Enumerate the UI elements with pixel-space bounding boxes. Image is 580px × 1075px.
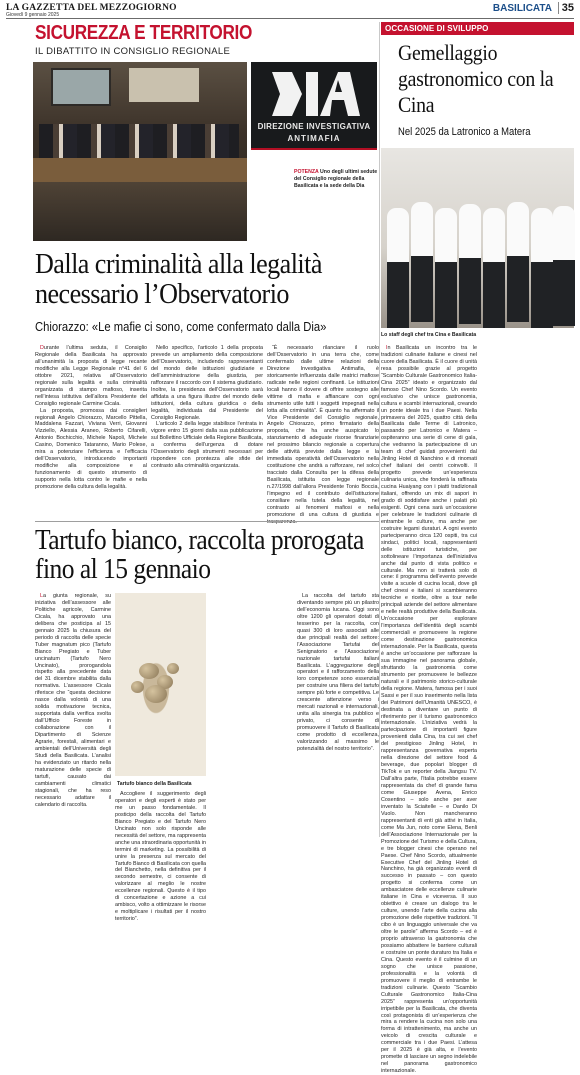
truffle (131, 681, 144, 693)
chef-figure (459, 204, 481, 324)
truffle (167, 663, 179, 674)
section-divider (35, 521, 379, 522)
newspaper-name: LA GAZZETTA DEL MEZZOGIORNO (6, 3, 177, 13)
caption-text: Uno degli ultimi sedute del Consiglio regionale della Basilicata e la sede della Dia (294, 169, 378, 189)
chef-figure (553, 206, 575, 326)
article-column-2 (151, 345, 263, 545)
section-tag: OCCASIONE DI SVILUPPO (381, 22, 574, 35)
chef-staff-photo (381, 148, 574, 328)
main-headline (35, 249, 386, 309)
truffle-column-1 (35, 593, 111, 829)
paragraph: Durante l’ultima seduta, il Consiglio Regionale della Basilicata ha approvato all’unanimità la proposta di legge recante modifiche alla Legge Regionale n°41 del 6 ottobre 2021, relativa all’Osservatorio regionale sulla legalità e sulla criminalità organizzata di stampo mafioso, inserita nell’intesa istitutiva dell’allora Presidente del Consiglio regionale Carmine Cicala. (35, 345, 147, 407)
paragraph: L’articolo 2 della legge stabilisce l’entrata in vigore entro 15 giorni dalla sua pubblicazione sul Bollettino Ufficiale della Regione Basilicata, a conferma dell’urgenza di dotare l’Osservatorio degli strumenti necessari per rispondere con prontezza alle sfide del contrasto alla criminalità organizzata. (151, 421, 263, 470)
main-subheadline: Chiorazzo: «Le mafie ci sono, come confermato dalla Dia» (35, 320, 327, 334)
chef-figure (387, 208, 409, 328)
china-subheadline: Nel 2025 da Latronico a Matera (398, 126, 531, 138)
truffle-photo-caption: Tartufo bianco della Basilicata (117, 781, 192, 787)
paragraph: In Basilicata un incontro tra le tradizioni culinarie italiane e cinesi nel cuore della Basilicata. È il cuore di unità resa possibile grazie al progetto “Scambio Culturale Gastronomico Italia-Cina 2025” ideato e organizzato dal famoso Chef Nino Scordo. Un evento esclusivo che unisce gastronomia, cultura e scambi internazionali, creando un ponte ideale tra i due Paesi. Nella primavera del 2025, quattro città della Basilicata dalle Terme di Latronico, passando per Latronico e Matera – ospiteranno una serie di cene di gala, che vedranno la partecipazione di un team di chef guidati provenienti dal Jinling Hotel di Nanchino e di rinomati chef italiani dei centri coinvolti. Il progetto prevede un’esperienza culinaria unica, che fonderà la raffinata cucina Huaiyang con i piatti tradizionali italiani, offrendo un mix di sapori in grado di soddisfare anche i palati più esigenti. Ogni cena sarà un’occasione per celebrare le tradizioni culinarie di entrambe le culture, ma anche per costruire legami duraturi. A ogni evento parteciperanno circa 120 ospiti, tra cui sindaci, politici locali, rappresentanti delle istituzioni turistiche, per sottolineare l’importanza dell’iniziativa anche dal punto di vista politico e culturale. Ma non si tratterà solo di cene: il programma dell’evento prevede visite a scuole di cucina locali, dove gli chef cinesi e italiani si scambieranno tecniche e ricette, oltre a tour nelle principali aziende del settore alimentare e nelle realtà produttive della Basilicata. Un’occasione per esplorare l’importanza dell’identità degli scambi commerciali e promuovere la regione come destinazione gastronomica internazionale. Per la Basilicata, questa è anche un’occasione per rafforzare la sua immagine nel panorama globale, sfruttando la gastronomia come strumento per promuovere le bellezze naturali e il patrimonio storico-culturale della regione. Matera, famosa per i suoi Sassi e per il suo inserimento nella lista dei Patrimoni dell’Umanità UNESCO, è destinata a diventare un punto di riferimento per il turismo gastronomico internazionale. L’iniziativa vedrà la partecipazione di importanti figure provenienti dalla Cina, tra cui sei chef del prestigioso Jinling Hotel, in rappresentanza governativa esperta nella direzione del settore food & beverage, due popolari blogger di TikTok e un reporter della Jiangsu TV. Dall’altra parte, l’Italia potrebbe essere rappresentata da chef di grande fama come Giuseppe Avena, Enrico Cosentino – solo anche per aver inventato la Sciaitelle – e Danilo Di Vuolo. Non mancheranno rappresentanti di enti già attivi in Italia, come Ma Jun, noto come Elena, Benli dell’Associazione Internazionale per la Promozione del Turismo e della Cultura, e tre blogger cinesi che operano nel Paese. Chef Nino Scordo, attualmente Executive Chef del Jinling Hotel di Nanchino, ha già organizzato eventi di successo in passato – con questo progetto si conferma come un ambasciatore delle eccellenze culinarie italiane in Cina e viceversa. Il suo obiettivo è creare un dialogo tra le culture, unendo l’arte della cucina alla promozione delle rispettive tradizioni. “Il cibo è un linguaggio universale che va oltre le parole” afferma Scordo – ed è proprio attraverso la gastronomia che possiamo abbattere le barriere culturali e costruire un ponte duraturo tra Italia e Cina. Questo evento è il culmine di un sogno che unisce passione, professionalità e la volontà di promuovere il meglio di entrambe le tradizioni culinarie. Questo “Scambio Culturale Gastronomico Italia-Cina 2025” rappresenta un’opportunità irripetibile per la Basilicata, che diventa così protagonista di un’esperienza che mira a rendere la cucina non solo una forma di intrattenimento, ma anche un veicolo di crescita culturale e commerciale tra i due Paesi. L’attesa per il 2025 è già alta, e l’evento promette di lasciare un segno indelebile nel panorama gastronomico internazionale. (381, 345, 477, 1075)
chef-figure (411, 202, 433, 322)
section-subkicker: IL DIBATTITO IN CONSIGLIO REGIONALE (35, 46, 231, 57)
dia-red-strip (251, 148, 377, 150)
paragraph: La giunta regionale, su iniziativa dell’assessore alle Politiche agricole, Carmine Cicala, ha approvato una delibera che posticipa al 15 gennaio 2025 la chiusura del periodo di raccolta delle specie Tuber magnatum pico (Tartufo Bianco Pregiato e Tuber uncinatum (Tartufo Nero Uncinato), prorogandola rispetto alla precedente data del 31 dicembre stabilita dalla normativa. L’assessore Cicala riferisce che “questa decisione nasce dalla volontà di una solida motivazione tecnica, supportata dalla verifica svolta dall’Ufficio Foreste in collaborazione con il Dipartimento di Scienze Agrarie, forestali, alimentari e ambientali dell’Università degli Studi della Basilicata. L’analisi ha evidenziato un ritardo nella maturazione delle specie di tartufi, causato dai cambiamenti climatici stagionali, che ha reso necessario adattare il calendario di raccolta. (35, 593, 111, 808)
dia-text-line2: ANTIMAFIA (287, 134, 341, 143)
truffle-column-3 (210, 593, 293, 837)
china-headline (398, 40, 569, 118)
council-room-photo (33, 62, 247, 241)
chef-figure (531, 208, 553, 328)
chef-figure (483, 208, 505, 328)
chef-figure (435, 208, 457, 328)
china-article-column-1 (381, 345, 477, 1075)
column-divider (379, 22, 380, 837)
chef-photo-caption: Lo staff degli chef tra Cina e Basilicata (381, 332, 477, 338)
paragraph: La proposta, promossa dai consiglieri regionali Angelo Chiorazzo, Marcello Pittella, Maddalena Fazzari, Viviana Verri, Giovanni Vizziello, Alessia Araneo, Roberto Cifarelli, Antonio Bochicchio, Michele Napoli, Michele Casino, Domenico Tataranno, Mario Polese, mira a potenziare l’efficienza e l’efficacia dell’Osservatorio, introducendo importanti modifiche alla composizione e al funzionamento di questo strumento di supporto nella lotta contro le mafie e nella promozione della cultura della legalità. (35, 407, 147, 491)
china-headline-text: Gemellaggio gastronomico con la Cina (398, 40, 554, 117)
photo-table (33, 158, 247, 182)
truffle-photo (115, 593, 206, 776)
chef-figure (507, 202, 529, 322)
photo-wall-panel (129, 68, 199, 102)
dia-logo-photo (251, 62, 377, 150)
truffle (139, 663, 159, 679)
truffle-headline-text: Tartufo bianco, raccolta prorogata fino al 15 gennaio (35, 524, 364, 585)
section-kicker: SICUREZZA E TERRITORIO (35, 22, 253, 44)
issue-date: Giovedì 9 gennaio 2025 (6, 12, 60, 18)
truffle-headline (35, 526, 387, 584)
article-column-1 (35, 345, 147, 545)
truffle (145, 685, 167, 703)
masthead (6, 3, 574, 19)
paragraph: “È necessario rilanciare il ruolo dell’Osservatorio in una terra che, come confermato dalle ultime relazioni della Direzione Investigativa Antimafia, è storicamente influenzata dalle matrici mafiose radicate nelle regioni confinanti. Le istituzioni locali hanno il dovere di offrire sostegno alle vittime di mafia e affiancare con ogni strumento utile tutti i soggetti impegnati nella lotta alla criminalità”. È quanto ha affermato il Vice Presidente del Consiglio regionale, Angelo Chiorazzo, primo firmatario della proposta, che ha anche auspicato lo stanziamento di adeguate risorse finanziarie nel prossimo bilancio regionale a copertura delle attività previste dalla legge e la immediata operatività dell’Osservatorio nella costituzione che andrà a rafforzare, nel solco tracciato dalla Consulta per la difesa della Basilicata, istituita con legge regionale n.27/1998 dall’allora Presidente Tonio Boccia, l’impegno ed il contributo dell’istituzione consiliare nella tutela della legalità, nel contrasto ai fenomeni mafiosi e nella promozione di una cultura di giustizia e (267, 345, 379, 518)
page-number: 35 (558, 2, 574, 14)
dia-photo-caption (294, 169, 378, 190)
dia-text-line1: DIREZIONE INVESTIGATIVA (257, 122, 371, 131)
section-name: BASILICATA (492, 3, 552, 14)
main-headline-text: Dalla criminalità alla legalità necessario l’Observatorio (35, 248, 322, 310)
paragraph: Nello specifico, l’articolo 1 della proposta prevede un ampliamento della composizione dell’Osservatorio, includendo rappresentanti del mondo delle istituzioni giudiziarie e dell’amministrazione della giustizia, per rafforzare il raccordo con il sistema giudiziario. Inoltre, la presidenza dell’Osservatorio sarà affidata a una figura illustre del mondo delle istituzioni, della cultura giuridica o della legalità, individuata dal Presidente del Consiglio Regionale. (151, 345, 263, 421)
paragraph: La raccolta del tartufo sta diventando sempre più un pilastro dell’economia lucana. Oggi sono oltre 1200 gli operatori dotati di tesserino per la raccolta, con quasi 300 di loro associati alle due principali realtà del settore: l’Associazione Tartufai del Senignatorio e l’Associazione nazionale tartufai italiani Basilicata. L’aggregazione degli operatori e il rafforzamento della loro competenze sono essenziali per costruire una filiera del tartufo sempre più forte e competitiva. Le crescente attenzione verso i mercati nazionali e internazionali, unita alla sinergia tra pubblico e privato, ci consente di promuovere il Tartufo di Basilicata come prodotto di eccellenza, valorizzando al massimo le potenzialità del nostro territorio”. (297, 593, 379, 752)
china-article-column-2 (481, 345, 574, 837)
truffle-column-4 (297, 593, 379, 837)
paragraph: Accogliere il suggerimento degli operatori e degli esperti è stato per me un passo fondamentale. Il posticipo della raccolta del Tartufo Bianco Pregiato e del Tartufo Nero Uncinato non solo risponde alle necessità del settore, ma rappresenta anche una straordinaria opportunità in termini di marketing. La possibilità di unire la presenza sul mercato del Tartufo Bianco di Basilicata con quella del Bianchetto, nella definitiva per il secondo semestre, ci consente di valorizzare al meglio le nostre eccellenze regionali. Questo è il tipo di concertazione e azione a cui ambisco, volto a ottimizzare le risorse e moltiplicare i risultati per il nostro territorio”. (115, 791, 206, 923)
dia-logo-icon (251, 64, 377, 124)
article-column-3 (267, 345, 379, 545)
truffle-column-2 (115, 791, 206, 923)
caption-tag: POTENZA (294, 169, 319, 175)
photo-screen (51, 68, 111, 106)
photo-floor (33, 182, 247, 241)
